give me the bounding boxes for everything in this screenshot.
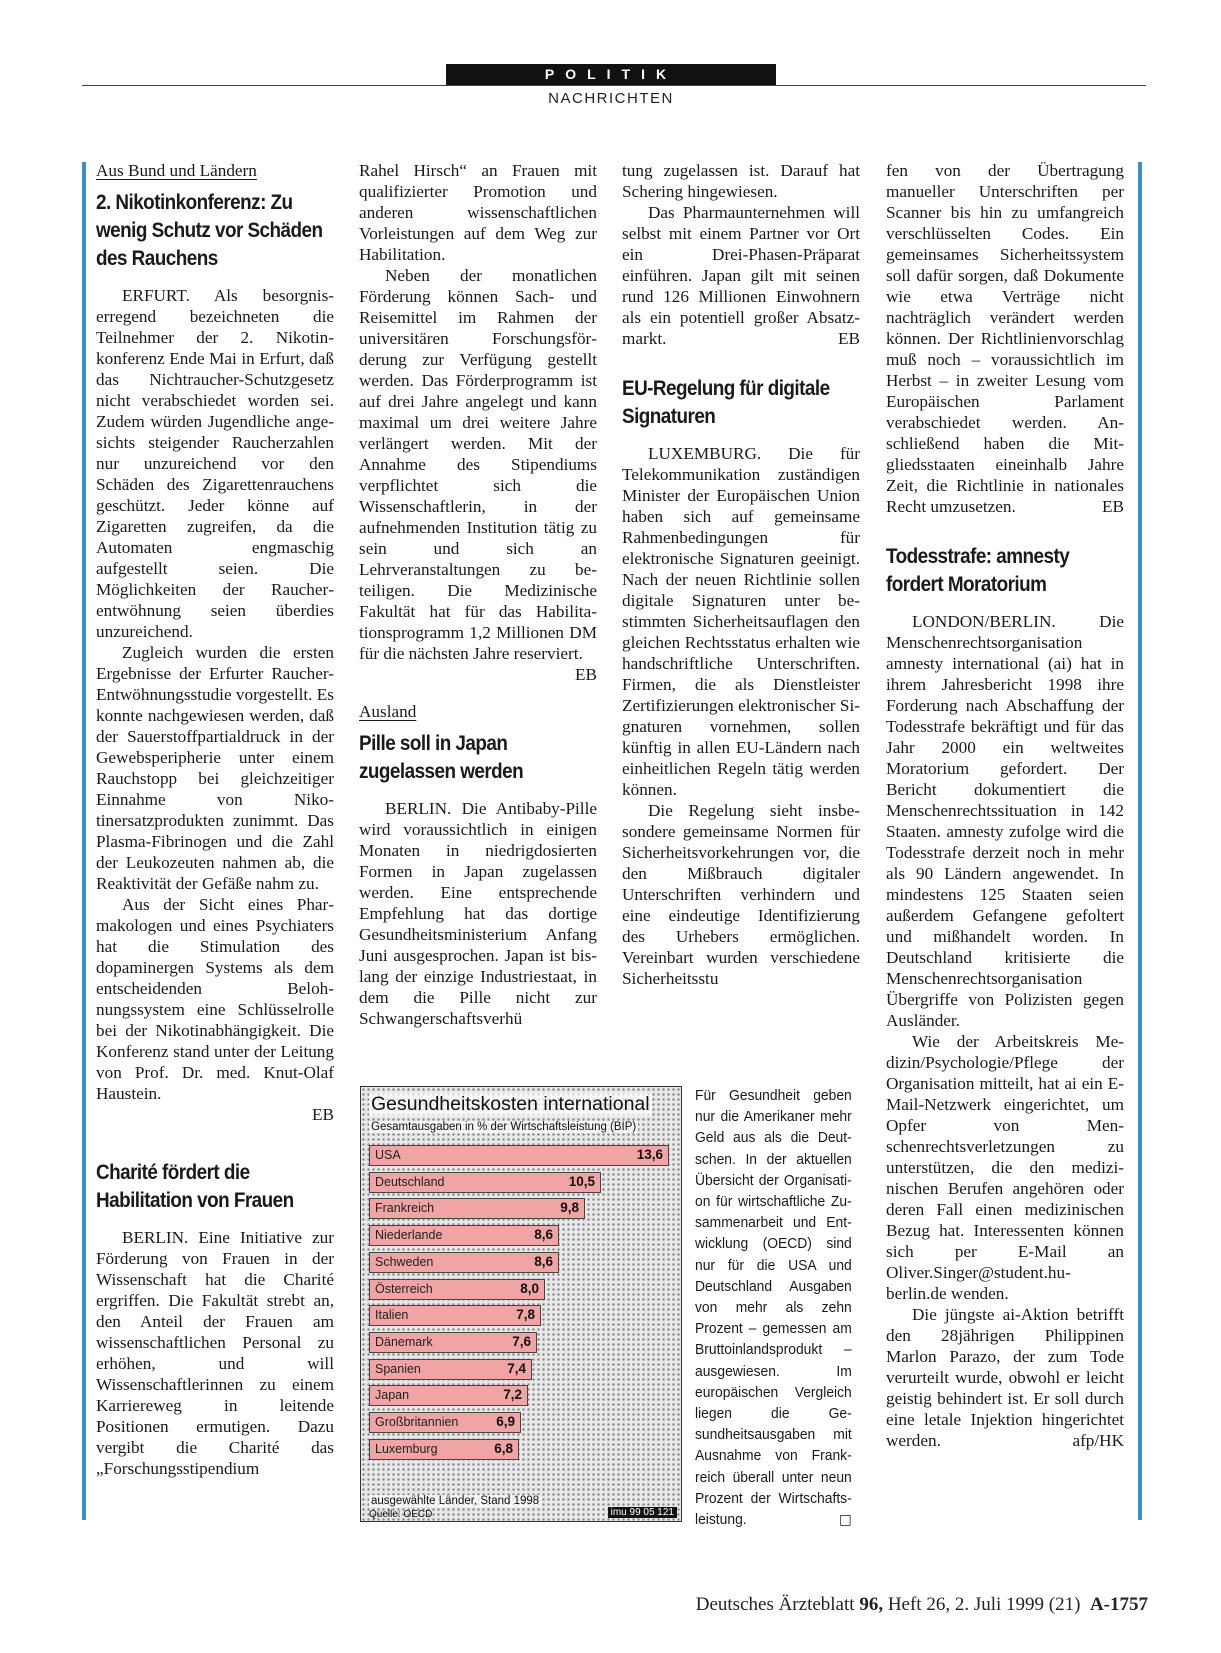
paragraph: BERLIN. Eine Initiative zur Förderung von Frauen in der Wissenschaft hat die Charité ergriffen. Die Fakultät strebt an, den Anteil der Frauen am wissenschaftlichen Personal zu erhöhen, und will Wissenschaftlerinnen zu einem Karriereweg in leitende Positionen ermutigen. Dazu vergibt die Charité das „Forschungsstipendium [96,1228,334,1478]
bar-category-label: Deutschland [375,1174,445,1189]
bar-value-label: 8,6 [534,1253,553,1269]
paragraph: LUXEMBURG. Die für Telekommunikation zuständigen Minister der Europäischen Union haben sich auf gemeinsame Rahmenbedingungen für elektronische Signaturen geeinigt. Nach der neuen Richtlinie sollen digitale Signaturen unter bestimmten Sicherheitsauflagen den gleichen Rechtsstatus erhalten wie handschriftliche Unterschriften. Firmen, die als Dienstleister Zertifizierungen elektronischer Signaturen vornehmen, sollen künftig in allen EU-Ländern nach einheitlichen Regeln tätig werden können. [622,444,860,799]
paragraph: LONDON/BERLIN. Die Menschenrechtsorganisation amnesty international (ai) hat in ihrem Jahresbericht 1998 ihre Forderung nach Abschaffung der Todesstrafe bekräftigt und für das Jahr 2000 ein weltweites Moratorium gefordert. Der Bericht dokumentiert die Menschenrechtssituation in 142 Staaten. amnesty zufolge wird die Todesstrafe derzeit noch in mehr als 90 Ländern angewendet. In mindestens 125 Staaten seien außerdem Gefangene gefoltert und mißhandelt worden. In Deutschland kritisierte die Menschenrechtsorganisation Übergriffe von Polizisten gegen Ausländer. [886,612,1124,1030]
chart-code: imu 99 05 121 [608,1507,677,1518]
chart-bar [369,1385,528,1406]
chart-bar [369,1359,532,1380]
bar-category-label: Frankreich [375,1201,435,1216]
paragraph: ERFURT. Als besorgniserregend bezeichneten die Teilnehmer der 2. Nikotinkonferenz Ende Mai in Erfurt, daß das Nichtraucher-Schutzgesetz nicht verabschiedet worden sei. Zudem würden Jugendliche angesichts steigender Raucherzahlen nur unzureichend vor den Schäden des Zigarettenrauchens geschützt. Jeder könne auf Zigaretten zugreifen, da die Automaten engmaschig aufgestellt seien. Die Möglichkeiten der Raucherentwöhnung seien überdies unzureichend. [96,286,334,641]
paragraph: Die jüngste ai-Aktion betrifft den 28jährigen Philippinen Marlon Parazo, der zum Tode verurteilt wurde, obwohl er leicht geistig behindert ist. Er soll durch eine letale Injektion hingerichtet werden. [886,1305,1124,1450]
end-mark: □ [839,1512,852,1529]
column-2 [359,160,597,1029]
chart-bar [369,1252,559,1273]
footer-issue: Heft 26, 2. Juli 1999 (21) [887,1594,1081,1615]
chart-bar [369,1172,601,1193]
bar-value-label: 7,4 [507,1360,526,1376]
bar-category-label: Schweden [375,1254,434,1269]
chart-bar [369,1145,669,1166]
bar-value-label: 10,5 [568,1173,595,1189]
column-4 [886,160,1124,1451]
page-footer [640,1594,1148,1616]
headline-eu-signaturen: EU-Regelung für digitale Signaturen [622,377,830,428]
chart-subtitle: Gesamtausgaben in % der Wirtschaftsleistung (BIP) [371,1121,637,1133]
paragraph: fen von der Übertragung manueller Unterschriften per Scanner bis hin zu umfangreich verschlüsselten Codes. Ein gemeinsames Sicherheitssystem soll dafür sorgen, daß Dokumente wie etwa Verträge nicht nachträglich verändert werden können. Der Richtlinienvorschlag muß noch – voraussichtlich im Herbst – in zweiter Lesung vom Europäischen Parlament verabschiedet werden. Anschließend haben die Mitgliedsstaaten eineinhalb Jahre Zeit, die Richtlinie in nationales Recht umzusetzen. [886,161,1124,516]
chart-source: Quelle: OECD [369,1509,433,1520]
bar-value-label: 13,6 [636,1147,663,1162]
chart-note: ausgewählte Länder, Stand 1998 [371,1495,540,1507]
right-accent-bar [1138,162,1142,1520]
paragraph: Rahel Hirsch“ an Frauen mit qualifizierter Promotion und anderen wissenschaftlichen Vorleistungen auf dem Weg zur Habilitation. [359,161,597,264]
bar-value-label: 8,6 [534,1227,553,1243]
bar-category-label: Italien [375,1308,409,1323]
paragraph: Das Pharmaunternehmen will selbst mit einem Partner vor Ort ein Drei-Phasen-Präparat einführen. Japan gilt mit seinen rund 126 Millionen Einwohnern als ein potentiell großer Absatzmarkt. [622,203,860,348]
bar-category-label: Dänemark [375,1334,433,1349]
chart-bar [369,1439,519,1460]
caption-text: Für Gesundheit geben nur die Amerikaner mehr Geld aus als die Deutschen. In der aktuellen Übersicht der Organisation für wirtschaftliche Zusammenarbeit und Entwicklung (OECD) sind nur für die USA und Deutschland Ausgaben von mehr als zehn Prozent – gemessen am Bruttoinlandsprodukt – ausgewiesen. Im europäischen Vergleich liegen die Gesundheitsausgaben mit Ausnahme von Frankreich überall unter neun Prozent der Wirtschaftsleistung. [695,1088,852,1529]
paragraph: Zugleich wurden die ersten Ergebnisse der Erfurter Raucher-Entwöhnungsstudie vorgestellt. Es konnte nachgewiesen werden, daß der Sauerstoffpartialdruck in der Gewebsperipherie unter einem Rauchstopp bei gleichzeitiger Einnahme von Nikotinersatzprodukten zunimmt. Das Plasma-Fibrinogen und die Zahl der Leukozeuten nahmen ab, die Reaktivität der Gefäße nahm zu. [96,643,334,893]
bar-value-label: 8,0 [520,1280,539,1296]
chart-bar [369,1225,559,1246]
author-signature: EB [312,1105,334,1124]
column-3 [622,160,860,989]
author-signature: EB [838,329,860,348]
section-label: POLITIK [446,64,776,85]
author-signature: afp/HK [1072,1431,1124,1450]
footer-journal: Deutsches Ärzteblatt [695,1594,855,1615]
header-rule [82,85,1146,86]
chart-bar [369,1332,537,1353]
bar-category-label: Japan [375,1388,410,1403]
paragraph: tung zugelassen ist. Darauf hat Schering hingewiesen. [622,161,860,201]
bar-value-label: 6,9 [496,1414,515,1429]
chart-bar [369,1412,521,1433]
bar-value-label: 7,8 [516,1307,535,1323]
bar-value-label: 6,8 [494,1440,513,1456]
bar-value-label: 7,2 [503,1387,522,1403]
column-1 [96,160,334,1479]
paragraph: Wie der Arbeitskreis Medizin/Psychologie/Pflege der Organisation mitteilt, hat ai ein E-Mail-Netzwerk eingerichtet, um Opfer von Menschenrechtsverletzungen zu unterstützen, die den medizinischen Berufen angehören oder deren Fall einen medizinischen Bezug hat. Interessenten können sich per E-Mail an Oliver.Singer@student.hu-berlin.de wenden. [886,1032,1124,1303]
paragraph: Die Regelung sieht insbesondere gemeinsame Normen für Sicherheitsvorkehrungen vor, die den Mißbrauch digitaler Unterschriften verhindern und eine eindeutige Identifizierung des Urhebers ermöglichen. Vereinbart wurden verschiedene Sicherheitsstu [622,801,860,988]
headline-pille-japan: Pille soll in Japan zugelassen werden [359,732,524,783]
bar-category-label: Großbritannien [375,1415,459,1429]
headline-nikotinkonferenz: 2. Nikotinkonferenz: Zu wenig Schutz vor Schäden des Rauchens [96,191,323,270]
left-accent-bar [82,162,86,1520]
headline-todesstrafe: Todesstrafe: amnesty fordert Moratorium [886,545,1070,596]
bar-category-label: Niederlande [375,1228,443,1243]
health-costs-chart [360,1086,682,1522]
headline-charite: Charité fördert die Habilitation von Frauen [96,1161,294,1212]
chart-title: Gesundheitskosten international [371,1093,650,1115]
bar-category-label: USA [375,1148,401,1162]
chart-caption [695,1086,852,1531]
kicker-bund-laender: Aus Bund und Ländern [96,161,257,180]
bar-category-label: Spanien [375,1361,421,1376]
author-signature: EB [1102,497,1124,516]
bar-category-label: Luxemburg [375,1441,438,1456]
subsection-label: NACHRICHTEN [548,90,674,107]
bar-value-label: 7,6 [512,1333,531,1349]
chart-bar [369,1305,541,1326]
chart-bar [369,1279,545,1300]
paragraph: Aus der Sicht eines Pharmakologen und eines Psychiaters hat die Stimulation des dopaminergen Systems als dem entscheidenden Belohnungssystem eine Schlüsselrolle bei der Nikotinabhängigkeit. Die Konferenz stand unter der Leitung von Prof. Dr. med. Knut-Olaf Haustein. [96,895,334,1103]
footer-volume: 96, [859,1594,884,1615]
paragraph: BERLIN. Die Antibaby-Pille wird voraussichtlich in einigen Monaten in niedrigdosierten Formen in Japan zugelassen werden. Eine entsprechende Empfehlung hat das dortige Gesundheitsministerium Anfang Juni ausgesprochen. Japan ist bislang der einzige Industriestaat, in dem die Pille nicht zur Schwangerschaftsverhü [359,799,597,1028]
kicker-ausland: Ausland [359,702,417,721]
chart-bar [369,1198,585,1219]
paragraph: Neben der monatlichen Förderung können Sach- und Reisemittel im Rahmen der universitären Forschungsförderung zur Verfügung gestellt werden. Das Förderprogramm ist auf drei Jahre angelegt und kann maximal um drei weitere Jahre verlängert werden. Mit der Annahme des Stipendiums verpflichtet sich die Wissenschaftlerin, in der aufnehmenden Institution tätig zu sein und sich an Lehrveranstaltungen zu beteiligen. Die Medizinische Fakultät hat für das Habilitationsprogramm 1,2 Millionen DM für die nächsten Jahre reserviert. [359,266,597,663]
author-signature: EB [575,665,597,684]
bar-category-label: Österreich [375,1281,433,1296]
footer-page: A-1757 [1089,1594,1148,1615]
bar-value-label: 9,8 [560,1200,579,1216]
